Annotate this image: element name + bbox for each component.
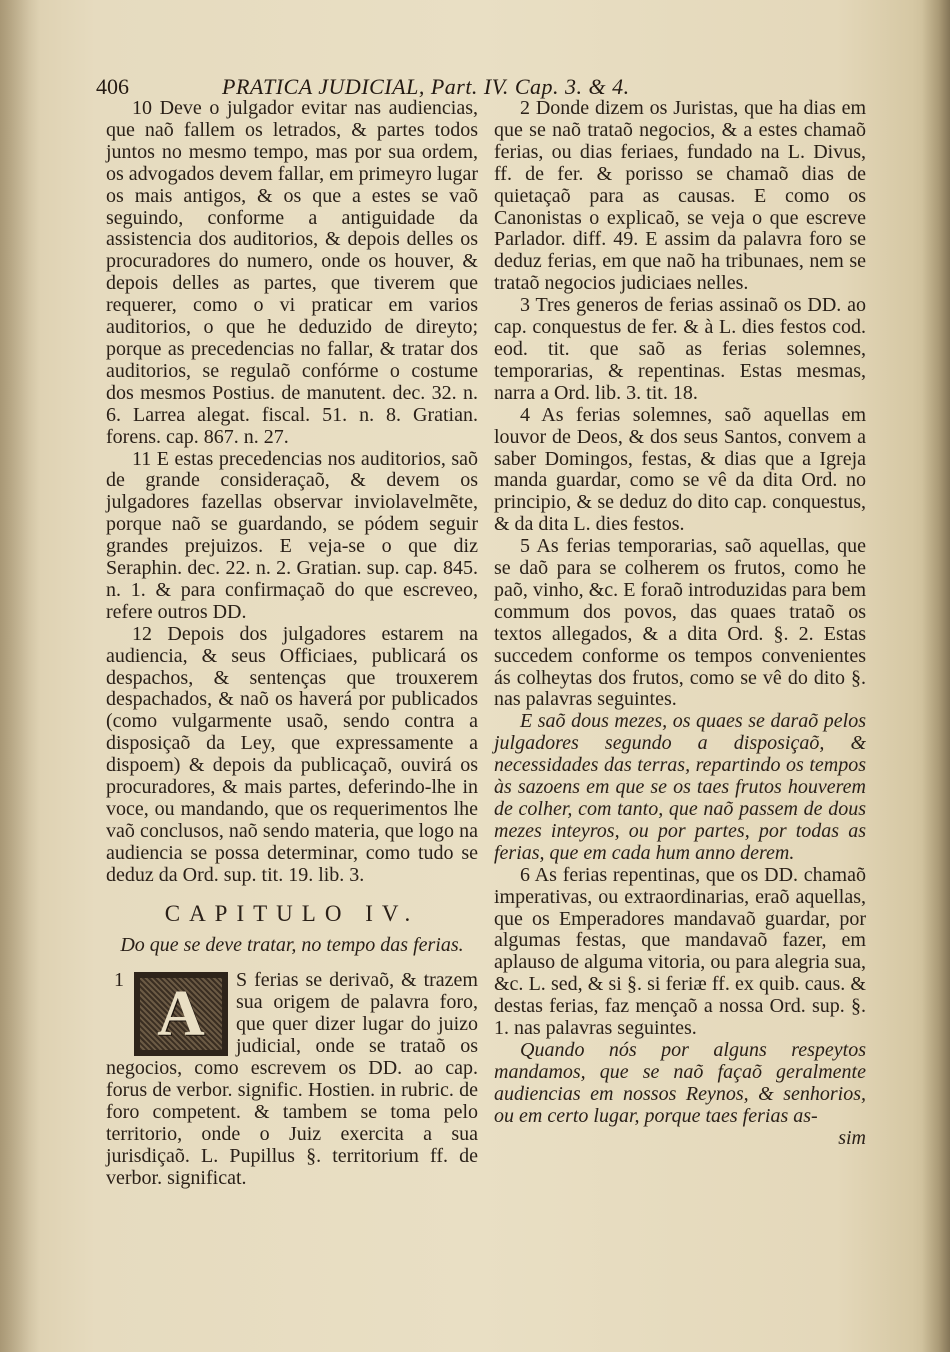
running-title: PRATICA JUDICIAL, Part. IV. Cap. 3. & 4.	[222, 74, 630, 99]
gutter-shadow	[0, 0, 40, 1352]
chapter-title: CAPITULO IV.	[164, 900, 420, 926]
quotation-1: E saõ dous mezes, os quaes se daraõ pelos julgadores segundo a disposiçaõ, & necessidades das terras, repartindo os tempos às sazoens em que se os taes frutos houverem de colher, com tanto, que naõ passem de dous mezes inteyros, ou por partes, por todas as ferias, que em cada hum anno derem.	[494, 710, 866, 864]
paragraph-10: 10 Deve o julgador evitar nas audiencias, que naõ fallem os letrados, & partes todos juntos no mesmo tempo, mas por sua ordem, os advogados devem fallar, em primeyro lugar os mais antigos, & os que a estes se vaõ seguindo, conforme a antiguidade da assistencia dos auditorios, & depois delles os procuradores do numero, onde os houver, & depois delles as partes, que tiverem que requerer, como o vi praticar em varios auditorios, o que he deduzido de direyto; porque as precedencias no fallar, & tratar dos auditorios, se regulaõ confórme o costume dos mesmos Postius. de manutent. dec. 32. n. 6. Larrea alegat. fiscal. 51. n. 8. Gratian. forens. cap. 867. n. 27.	[106, 97, 478, 448]
paragraph-12: 12 Depois dos julgadores estarem na audiencia, & seus Officiaes, publicará os despachos, & sentenças que trouxerem despachados, & naõ os haverá por publicados (como vulgarmente usaõ, sendo contra a disposiçaõ da Ley, que expressamente a dispoem) & depois da publicaçaõ, ouvirá os procuradores, & mais partes, deferindo-lhe in voce, ou mandando, que os requerimentos lhe vaõ conclusos, naõ sendo materia, que logo na audiencia se possa determinar, como tudo se deduz da Ord. sup. tit. 19. lib. 3.	[106, 622, 478, 886]
paragraph-3: 3 Tres generos de ferias assinaõ os DD. ao cap. conquestus de fer. & à L. dies festos cod. eod. tit. que saõ as ferias solemnes, temporarias, & repentinas. Estas mesmas, narra a Ord. lib. 3. tit. 18.	[494, 294, 866, 404]
page-number: 406	[96, 74, 129, 99]
paragraph-2: 2 Donde dizem os Juristas, que ha dias em que se naõ trataõ negocios, & a estes chamaõ ferias, ou dias feriaes, fundado na L. Divus, ff. de fer. & porisso se chamaõ dias de quietaçaõ para as causas. E como os Canonistas o explicaõ, se veja o que escreve Parlador. diff. 49. E assim da palavra foro se deduz ferias, em que naõ ha tribunaes, nem se trataõ negocios judiciaes nelles.	[494, 97, 866, 295]
paragraph-5: 5 As ferias temporarias, saõ aquellas, que se daõ para se colherem os frutos, como he paõ, vinho, &c. E foraõ introduzidas para bem commum dos povos, das quaes trataõ os textos allegados, & a dita Ord. §. 2. Estas succedem conforme os tempos convenientes ás colheytas dos frutos, como se vê do dito §. nas palavras seguintes.	[494, 535, 866, 711]
ornamental-initial	[134, 972, 228, 1056]
paragraph-11: 11 E estas precedencias nos auditorios, saõ de grande consideraçaõ, & devem os julgadores fazellas observar inviolavelmẽte, porque naõ se guardando, se pódem seguir grandes prejuizos. E veja-se o que diz Seraphin. dec. 22. n. 2. Gratian. sup. cap. 845. n. 1. & para confirmaçaõ do que escreveo, refere outros DD.	[106, 447, 478, 623]
paragraph-1-text: S ferias se derivaõ, & trazem sua origem de palavra foro, que quer dizer lugar do juizo judicial, onde se trataõ os negocios, como escrevem os DD. ao cap. forus de verbor. signific. Hostien. in rubric. de foro competent. & tambem se toma pelo territorio, onde o Juiz exercita a sua jurisdiçaõ. L. Pupillus §. territorium ff. de verbor. significat.	[106, 969, 478, 1189]
drop-cap-letter: A	[157, 977, 205, 1051]
catchword: sim	[838, 1126, 866, 1149]
left-column	[106, 98, 478, 1190]
page-edge-shadow	[922, 0, 950, 1352]
chapter-subtitle: Do que se deve tratar, no tempo das ferias.	[120, 933, 464, 956]
right-column	[494, 98, 866, 1150]
paragraph-1	[106, 970, 478, 1189]
paragraph-1-number: 1	[114, 969, 124, 992]
paragraph-4: 4 As ferias solemnes, saõ aquellas em louvor de Deos, & dos seus Santos, convem a saber Domingos, festas, & dias que a Igreja manda guardar, como se vê da dita Ord. no principio, & se deduz do dito cap. conquestus, & da dita L. dies festos.	[494, 403, 866, 536]
paragraph-6: 6 As ferias repentinas, que os DD. chamaõ imperativas, ou extraordinarias, eraõ aquellas, que os Emperadores mandavaõ guardar, por algumas festas, que mandavaõ fazer, em aplauso de alguma vitoria, ou para alegria sua, &c. L. sed, & si §. si feriæ ff. ex quib. caus. & destas ferias, faz mençaõ a nossa Ord. sup. §. 1. nas palavras seguintes.	[494, 863, 866, 1040]
quotation-2: Quando nós por alguns respeytos mandamos, que se naõ façaõ geralmente audiencias em nossos Reynos, & senhorios, ou em certo lugar, porque taes ferias as-	[494, 1038, 866, 1127]
